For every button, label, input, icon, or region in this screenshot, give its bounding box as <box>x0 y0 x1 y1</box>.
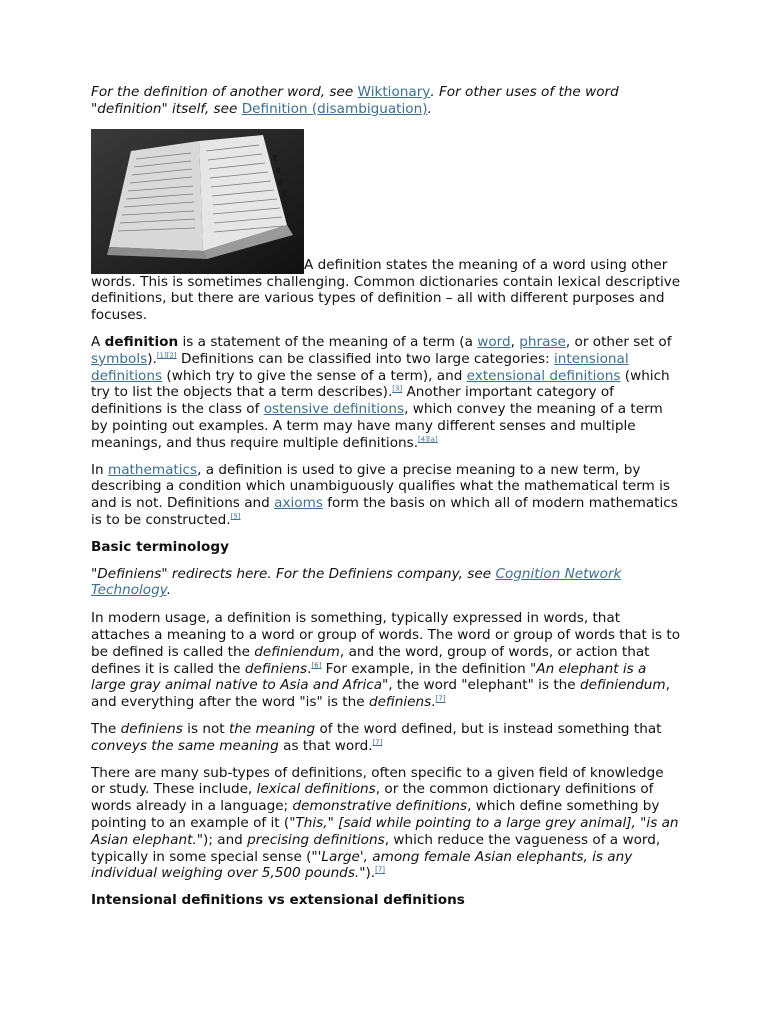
text: , <box>510 333 520 350</box>
text: is a statement of the meaning of a term (a <box>178 333 478 350</box>
modern-usage-paragraph <box>91 610 681 711</box>
hatnote-definiens <box>91 566 681 600</box>
hatnote-wiktionary <box>91 84 681 118</box>
hatnote-text: " <box>91 565 98 582</box>
citation <box>311 661 321 669</box>
citation <box>157 351 177 359</box>
text: , or other set of <box>565 333 672 350</box>
hatnote-text: . <box>427 100 432 117</box>
definiens-paragraph <box>91 721 681 755</box>
citation <box>436 695 446 703</box>
note-a-link[interactable]: [a] <box>427 435 438 444</box>
citation-3-link[interactable]: [3] <box>392 384 403 393</box>
citation <box>231 512 241 520</box>
italic-example: An elephant is a large gray animal native to Asia and Africa <box>91 660 647 694</box>
citation-5-link[interactable]: [5] <box>230 512 241 521</box>
mathematics-link[interactable]: mathematics <box>107 461 198 478</box>
citation <box>373 738 383 746</box>
italic-term: conveys the same meaning <box>91 737 279 754</box>
citation <box>375 866 385 874</box>
text: (which try to list the objects that a term describes). <box>91 367 670 401</box>
italic-term: definiendum <box>254 643 340 660</box>
symbols-link[interactable]: symbols <box>91 350 148 367</box>
definition-paragraph <box>91 334 681 452</box>
italic-term: definiens <box>244 660 308 677</box>
citation-7-link[interactable]: [7] <box>375 865 386 874</box>
text: , and the word, group of words, or action that defines it is called the <box>91 643 650 677</box>
text: "). <box>359 865 376 882</box>
text: Another important category of definitions is the class of <box>91 384 614 418</box>
italic-term: precising definitions <box>247 831 385 848</box>
text: of the word defined, but is instead something that <box>315 720 662 737</box>
text: . <box>307 660 312 677</box>
term-bold: definition <box>104 333 179 350</box>
citation-4-link[interactable]: [4] <box>418 435 428 444</box>
intro-paragraph <box>91 129 681 324</box>
citation <box>392 385 402 393</box>
hatnote-text: . For other uses of the word <box>430 84 619 100</box>
text: There are many sub-types of definitions, often specific to a given field of knowledge or study. These include, <box>91 764 664 798</box>
italic-term: definiendum <box>579 677 666 694</box>
article-body <box>91 84 681 919</box>
text: , a definition is used to give a precise meaning to a new term, by describing a condition which unambiguously qualifies what the mathematical term is and is not. Definitions and <box>91 461 670 512</box>
text: For example, in the definition " <box>321 660 537 677</box>
text: Definitions can be classified into two large categories: <box>176 350 555 367</box>
phrase-link[interactable]: phrase <box>519 333 566 350</box>
italic-term: demonstrative definitions <box>292 798 468 815</box>
citation-7-link[interactable]: [7] <box>372 738 383 747</box>
intensional-definitions-link[interactable]: intensional definitions <box>91 350 629 384</box>
text: , and everything after the word "is" is the <box>91 677 670 711</box>
text: A <box>91 333 105 350</box>
wiktionary-link[interactable]: Wiktionary <box>357 84 431 100</box>
hatnote-text: . <box>166 582 172 599</box>
text: as that word. <box>278 737 373 754</box>
text: , which reduce the vagueness of a word, typically in some special sense ("' <box>91 831 661 865</box>
heading-basic-terminology: Basic terminology <box>91 538 229 555</box>
hatnote-text: "definition" itself, see <box>91 100 242 117</box>
hatnote-text: Definiens <box>97 565 162 582</box>
extensional-definitions-link[interactable]: extensional definitions <box>466 367 621 384</box>
intro-text: A definition states the meaning of a word using other words. This is sometimes challenging. Common dictionaries contain lexical descriptive definitions, but there are various types of definition – all with different purposes and focuses. <box>91 256 681 324</box>
text: (which try to give the sense of a term), and <box>162 367 467 384</box>
citation-6-link[interactable]: [6] <box>311 661 322 669</box>
italic-term: lexical definitions <box>256 781 376 798</box>
word-link[interactable]: word <box>477 333 511 350</box>
italic-term: definiens <box>120 720 183 737</box>
italic-term: definiens <box>368 694 432 711</box>
text: . <box>431 694 436 711</box>
text: form the basis on which all of modern mathematics is to be constructed. <box>91 495 678 528</box>
cognition-network-technology-link[interactable]: Cognition Network Technology <box>91 565 622 599</box>
text: , or the common dictionary definitions of words already in a language; <box>91 781 654 815</box>
text: , which convey the meaning of a term by pointing out examples. A term may have many different senses and multiple meanings, and thus require multiple definitions. <box>91 401 663 451</box>
heading-intensional-vs-extensional: Intensional definitions vs extensional definitions <box>91 892 465 909</box>
disambiguation-link[interactable]: Definition (disambiguation) <box>241 100 428 117</box>
text: ", the word "elephant" is the <box>382 677 580 694</box>
open-dictionary-photo-icon[interactable] <box>91 129 304 274</box>
citation-1-link[interactable]: [1] <box>156 351 167 360</box>
italic-example: Large', among female Asian elephants, is any individual weighing over 5,500 pounds. <box>91 848 633 882</box>
text: is not <box>182 720 229 737</box>
text: The <box>91 720 121 737</box>
hatnote-text: For the definition of another word, see <box>91 84 358 100</box>
citation-7-link[interactable]: [7] <box>435 694 446 703</box>
italic-term: the meaning <box>228 720 316 737</box>
text: In <box>91 461 108 478</box>
mathematics-paragraph <box>91 462 681 529</box>
citation-2-link[interactable]: [2] <box>166 351 177 360</box>
text: , which define something by pointing to an example of it (" <box>91 798 660 831</box>
ostensive-definitions-link[interactable]: ostensive definitions <box>263 401 405 418</box>
text: "); and <box>196 831 248 848</box>
axioms-link[interactable]: axioms <box>274 495 323 512</box>
subtypes-paragraph <box>91 765 681 883</box>
italic-example: This," [said while pointing to a large grey animal], "is an Asian elephant. <box>91 814 679 848</box>
text: In modern usage, a definition is something, typically expressed in words, that attaches a meaning to a word or group of words. The word or group of words that is to be defined is called the <box>91 610 681 660</box>
hatnote-text: " redirects here. For the Definiens company, see <box>161 565 496 582</box>
citation <box>418 435 438 443</box>
text: ). <box>147 350 157 367</box>
